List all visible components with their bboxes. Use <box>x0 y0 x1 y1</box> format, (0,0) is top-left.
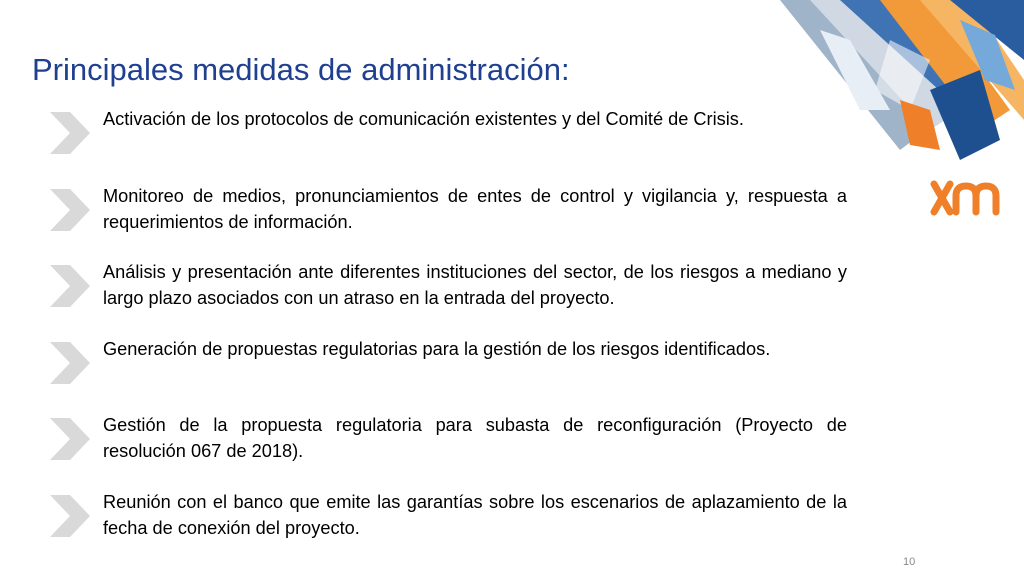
chevron-right-icon <box>50 189 92 231</box>
page-number: 10 <box>903 556 916 568</box>
bullet-item <box>50 259 850 336</box>
bullet-text: Generación de propuestas regulatorias para la gestión de los riesgos identificados. <box>103 338 771 359</box>
chevron-right-icon <box>50 112 92 154</box>
bullet-item <box>50 412 850 489</box>
bullet-item <box>50 336 850 413</box>
bullet-text: Monitoreo de medios, pronunciamientos de entes de control y vigilancia y, respuesta a requerimientos de información. <box>103 185 847 232</box>
bullet-item <box>50 489 850 566</box>
bullet-item <box>50 183 850 260</box>
bullet-text: Análisis y presentación ante diferentes instituciones del sector, de los riesgos a mediano y largo plazo asociados con un atraso en la entrada del proyecto. <box>103 262 847 309</box>
chevron-right-icon <box>50 342 92 384</box>
bullet-text: Gestión de la propuesta regulatoria para subasta de reconfiguración (Proyecto de resolución 067 de 2018). <box>103 415 847 462</box>
bullet-list <box>50 106 850 566</box>
slide-title: Principales medidas de administración: <box>32 52 570 87</box>
chevron-right-icon <box>50 418 92 460</box>
bullet-text: Activación de los protocolos de comunicación existentes y del Comité de Crisis. <box>103 109 744 129</box>
bullet-text: Reunión con el banco que emite las garantías sobre los escenarios de aplazamiento de la fecha de conexión del proyecto. <box>103 491 847 538</box>
bullet-item <box>50 106 850 183</box>
chevron-right-icon <box>50 495 92 537</box>
chevron-right-icon <box>50 265 92 307</box>
xm-logo <box>930 174 1002 222</box>
